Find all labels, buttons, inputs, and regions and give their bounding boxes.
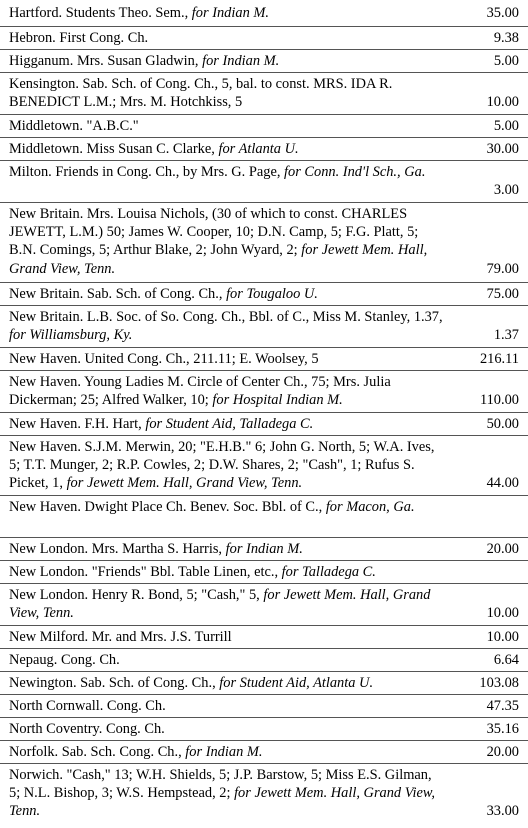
entry-description: [9, 350, 445, 368]
ledger-row: [0, 114, 528, 137]
entry-description: [9, 75, 445, 111]
entry-purpose: for Talladega C.: [281, 564, 376, 580]
entry-donor-text: New London. Henry R. Bond, 5; "Cash," 5,: [9, 587, 264, 603]
ledger-row: [0, 412, 528, 435]
entry-description: [9, 498, 445, 516]
entry-purpose: for Jewett Mem. Hall, Grand View, Tenn.: [9, 587, 431, 622]
entry-purpose: for Student Aid, Talladega C.: [145, 416, 314, 432]
entry-amount: 10.00: [486, 629, 519, 645]
entry-purpose: for Student Aid, Atlanta U.: [219, 675, 374, 691]
entry-description: [9, 308, 445, 344]
entry-amount: 33.00: [486, 803, 519, 820]
ledger-row: [0, 694, 528, 717]
entry-purpose: for Macon, Ga.: [325, 499, 415, 515]
entry-donor-text: New Britain. Sab. Sch. of Cong. Ch.,: [9, 286, 227, 302]
entry-amount: 30.00: [486, 141, 519, 157]
entry-amount: 50.00: [486, 416, 519, 432]
ledger-row: [0, 72, 528, 113]
entry-donor-text: North Coventry. Cong. Ch.: [9, 721, 165, 737]
entry-donor-text: New Haven. F.H. Hart,: [9, 416, 146, 432]
entry-amount: 75.00: [486, 286, 519, 302]
entry-description: [9, 117, 445, 135]
entry-purpose: for Indian M.: [185, 744, 263, 760]
entry-donor-text: Milton. Friends in Cong. Ch., by Mrs. G. Page,: [9, 164, 285, 180]
entry-amount: 20.00: [486, 541, 519, 557]
entry-purpose: for Williamsburg, Ky.: [9, 327, 133, 344]
entry-purpose: for Indian M.: [202, 53, 280, 69]
entry-donor-text: Higganum. Mrs. Susan Gladwin,: [9, 53, 203, 69]
entry-donor-text: Hartford. Students Theo. Sem.,: [9, 5, 192, 21]
ledger-row: [0, 435, 528, 495]
ledger-row: [0, 49, 528, 72]
entry-donor-text: New Britain. Mrs. Louisa Nichols, (30 of which to const. CHARLES JEWETT, L.M.) 50; James W. Cooper, 10; D.N. Camp, 5; F.G. Platt, 5; B.N. Comings, 5; Arthur Blake, 2; John Wyard, 2;: [9, 206, 419, 259]
entry-description: [9, 743, 445, 761]
ledger-row: [0, 305, 528, 346]
entry-description: [9, 697, 445, 715]
entry-description: [9, 438, 445, 493]
ledger-row: [0, 160, 528, 201]
entry-donor-text: New Haven. S.J.M. Merwin, 20; "E.H.B." 6; John G. North, 5; W.A. Ives, 5; T.T. Munger, 2; R.P. Cowles, 2; D.W. Shares, 2; "Cash", 1; Rufus S. Picket, 1,: [9, 439, 435, 492]
entry-amount: 44.00: [486, 475, 519, 492]
entry-amount: 10.00: [486, 605, 519, 622]
entry-description: [9, 205, 445, 278]
entry-donor-text: Norfolk. Sab. Sch. Cong. Ch.,: [9, 744, 186, 760]
entry-description: [9, 285, 445, 303]
entry-purpose: for Atlanta U.: [218, 141, 299, 157]
entry-donor-text: New Britain. L.B. Soc. of So. Cong. Ch., Bbl. of C., Miss M. Stanley, 1.37,: [9, 309, 443, 325]
entry-purpose: for Indian M.: [225, 541, 303, 557]
entry-donor-text: New London. "Friends" Bbl. Table Linen, etc.,: [9, 564, 282, 580]
entry-donor-text: Hebron. First Cong. Ch.: [9, 30, 149, 46]
entry-description: [9, 674, 445, 692]
entry-amount: 3.00: [493, 182, 519, 199]
entry-donor-text: New Milford. Mr. and Mrs. J.S. Turrill: [9, 629, 232, 645]
entry-description: [9, 540, 445, 558]
entry-donor-text: New Haven. Young Ladies M. Circle of Center Ch., 75; Mrs. Julia Dickerman; 25; Alfred Walker, 10;: [9, 374, 391, 409]
entry-amount: 47.35: [486, 698, 519, 714]
entry-amount: 5.00: [493, 53, 519, 69]
entry-purpose: for Conn. Ind'l Sch., Ga.: [284, 164, 426, 180]
entry-donor-text: Middletown. Miss Susan C. Clarke,: [9, 141, 219, 157]
entry-donor-text: North Cornwall. Cong. Ch.: [9, 698, 166, 714]
entry-description: [9, 720, 445, 738]
entry-description: [9, 766, 445, 821]
entry-donor-text: Newington. Sab. Sch. of Cong. Ch.,: [9, 675, 220, 691]
ledger-row: [0, 740, 528, 763]
ledger-row: [0, 560, 528, 583]
entry-description: [9, 586, 445, 622]
entry-description: [9, 29, 445, 47]
ledger-row: [0, 370, 528, 411]
entry-purpose: for Tougaloo U.: [226, 286, 318, 302]
ledger-row: [0, 2, 528, 24]
ledger-row: [0, 26, 528, 49]
entry-description: [9, 140, 445, 158]
entry-amount: 103.08: [479, 675, 519, 691]
entry-amount: 79.00: [486, 260, 519, 277]
entry-donor-text: Norwich. "Cash," 13; W.H. Shields, 5; J.P. Barstow, 5; Miss E.S. Gilman, 5; N.L. Bishop, 3; W.S. Hempstead, 2;: [9, 767, 432, 802]
ledger-row: [0, 625, 528, 648]
entry-purpose: for Jewett Mem. Hall, Grand View, Tenn.: [66, 475, 303, 492]
entry-purpose: for Jewett Mem. Hall, Grand View, Tenn.: [9, 242, 428, 277]
entry-purpose: for Jewett Mem. Hall, Grand View, Tenn.: [9, 785, 435, 820]
entry-description: [9, 415, 445, 433]
entry-description: [9, 52, 445, 70]
ledger-row: [0, 763, 528, 823]
ledger-row: [0, 648, 528, 671]
entry-description: [9, 628, 445, 646]
ledger-row: [0, 717, 528, 740]
entry-description: [9, 373, 445, 409]
ledger-row: [0, 495, 528, 536]
entry-amount: 10.00: [486, 94, 519, 111]
ledger-row: [0, 537, 528, 560]
entry-amount: 9.38: [493, 30, 519, 46]
entry-description: [9, 163, 445, 181]
entry-donor-text: New London. Mrs. Martha S. Harris,: [9, 541, 226, 557]
ledger-row: [0, 347, 528, 370]
entry-donor-text: Kensington. Sab. Sch. of Cong. Ch., 5, bal. to const. MRS. IDA R. BENEDICT L.M.; Mrs. M. Hotchkiss, 5: [9, 76, 393, 111]
entry-amount: 216.11: [479, 351, 519, 367]
entry-amount: 35.16: [486, 721, 519, 737]
entry-donor-text: Nepaug. Cong. Ch.: [9, 652, 120, 668]
ledger-row: [0, 282, 528, 305]
entry-amount: 1.37: [493, 327, 519, 344]
entry-amount: 35.00: [486, 5, 519, 21]
ledger-row: [0, 202, 528, 280]
entry-donor-text: New Haven. Dwight Place Ch. Benev. Soc. Bbl. of C.,: [9, 499, 326, 515]
ledger-row: [0, 137, 528, 160]
ledger-row: [0, 583, 528, 624]
entry-amount: 20.00: [486, 744, 519, 760]
ledger-row: [0, 671, 528, 694]
entry-donor-text: Middletown. "A.B.C.": [9, 118, 139, 134]
entry-donor-text: New Haven. United Cong. Ch., 211.11; E. Woolsey, 5: [9, 351, 319, 367]
entry-purpose: for Indian M.: [191, 5, 269, 21]
entry-amount: 6.64: [493, 652, 519, 668]
entry-amount: 110.00: [479, 392, 519, 409]
entry-description: [9, 651, 445, 669]
entry-purpose: for Hospital Indian M.: [212, 392, 343, 409]
entry-description: [9, 563, 445, 581]
entry-amount: 5.00: [493, 118, 519, 134]
entry-description: [9, 4, 445, 22]
